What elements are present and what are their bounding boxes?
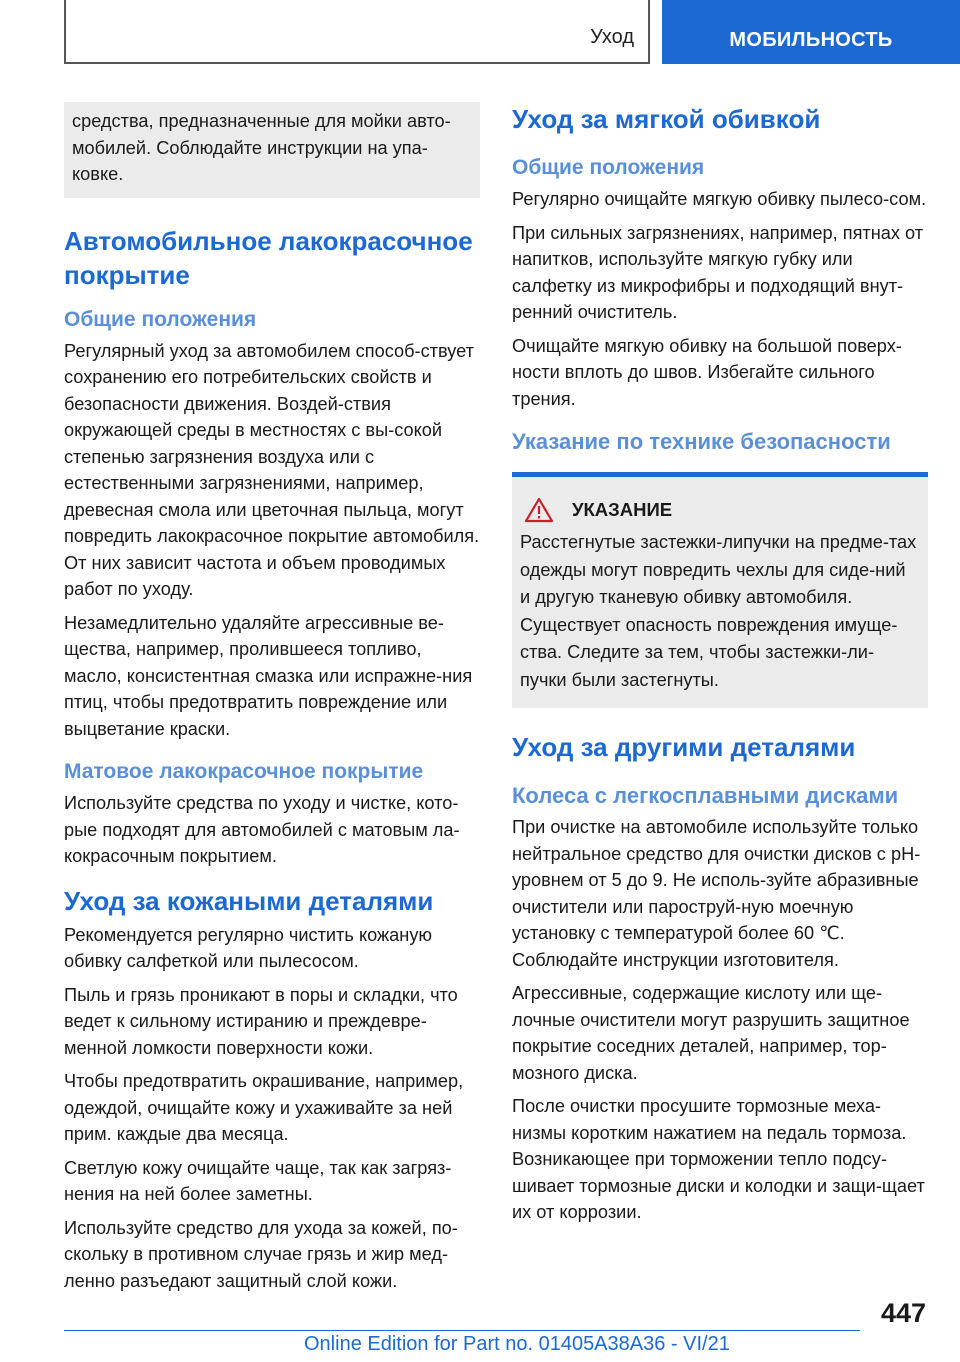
leather-paragraph-1: Рекомендуется регулярно чистить кожаную обивку салфеткой или пылесосом. xyxy=(64,924,433,971)
upholstery-paragraph-2: При сильных загрязнениях, например, пятнах от напитков, используйте мягкую губку или салфетку из микрофибры и подходящий внут-ренний очиститель. xyxy=(512,222,924,322)
paint-paragraph-2: Незамедлительно удаляйте агрессивные ве-щества, например, пролившееся топливо, масло, консистентная смазка или испражне-ния птиц, чтобы предотвратить повреждение или выцветание краски. xyxy=(64,612,473,739)
header-frame xyxy=(64,0,650,64)
warning-label: УКАЗАНИЕ xyxy=(572,499,673,520)
safety-heading: Указание по технике безопасности xyxy=(512,429,891,454)
upholstery-general-heading: Общие положения xyxy=(512,156,705,179)
leather-heading: Уход за кожаными деталями xyxy=(64,885,434,916)
wheels-heading: Колеса с легкосплавными дисками xyxy=(512,783,899,808)
leather-paragraph-3: Чтобы предотвратить окрашивание, например, одеждой, очищайте кожу и ухаживайте за ней прим. каждые два месяца. xyxy=(64,1071,464,1144)
paint-general-heading: Общие положения xyxy=(64,307,257,331)
intro-text: средства, предназначенные для мойки авто-мобилей. Соблюдайте инструкции на упа-ковке. xyxy=(72,111,451,184)
intro-box xyxy=(64,102,480,198)
upholstery-paragraph-1: Регулярно очищайте мягкую обивку пылесо-сом. xyxy=(512,189,927,209)
matte-paragraph: Используйте средства по уходу и чистке, кото-рые подходят для автомобилей с матовым ла-кокрасочным покрытием. xyxy=(64,793,460,866)
leather-paragraph-5: Используйте средство для ухода за кожей, по-скольку в противном случае грязь и жир мед-ленно разъедают защитный слой кожи. xyxy=(64,1217,458,1291)
wheels-paragraph-2: Агрессивные, содержащие кислоту или ще-лочные очистители могут разрушить защитное покрытие соседних деталей, например, тор-мозного диска. xyxy=(512,983,910,1083)
upholstery-paragraph-3: Очищайте мягкую обивку на большой поверх-ности вплоть до швов. Избегайте сильного трения. xyxy=(512,335,902,409)
footer-divider xyxy=(64,1330,860,1331)
left-column xyxy=(64,102,480,1301)
section-title: Уход xyxy=(590,26,634,48)
warning-box xyxy=(512,472,928,708)
matte-heading: Матовое лакокрасочное покрытие xyxy=(64,760,424,783)
paint-paragraph-1: Регулярный уход за автомобилем способ-ствует сохранению его потребительских свойств и безопасности движения. Воздей-ствия окружающей среды в местностях с вы-сокой степенью загрязнения воздуха или с естественными загрязнениями, например, древесная смола или цветочная пыльца, могут повредить лакокрасочное покрытие автомобиля. От них зависит частота и объем проводимых работ по уходу. xyxy=(64,340,480,599)
other-parts-heading: Уход за другими деталями xyxy=(512,732,856,762)
chapter-tab[interactable] xyxy=(662,0,960,64)
warning-triangle-icon xyxy=(524,497,554,523)
right-column xyxy=(512,102,928,1233)
wheels-paragraph-1: При очистке на автомобиле используйте только нейтральное средство для очистки дисков с pH-уровнем от 5 до 9. Не исполь-зуйте абразивные очистители или пароструй-ную моечную установку с температурой более 60 ℃. Соблюдайте инструкции изготовителя. xyxy=(512,817,921,970)
paint-heading: Автомобильное лакокрасочное покрытие xyxy=(64,225,473,290)
warning-text: Расстегнутые застежки-липучки на предме-тах одежды могут повредить чехлы для сиде-ний и другую тканевую обивку автомобиля. Существует опасность повреждения имуще-ства. Следите за тем, чтобы застежки-ли-пучки были застегнуты. xyxy=(520,532,917,690)
leather-paragraph-2: Пыль и грязь проникают в поры и складки, что ведет к сильному истиранию и преждевре-менной ломкости поверхности кожи. xyxy=(64,984,458,1058)
chapter-tab-label: МОБИЛЬНОСТЬ xyxy=(729,28,893,51)
wheels-paragraph-3: После очистки просушите тормозные меха-низмы коротким нажатием на педаль тормоза. Возникающее при торможении тепло подсу-шивает тормозные диски и колодки и защи-щает их от коррозии. xyxy=(512,1096,925,1222)
upholstery-heading: Уход за мягкой обивкой xyxy=(512,104,821,134)
leather-paragraph-4: Светлую кожу очищайте чаще, так как загряз-нения на ней более заметны. xyxy=(64,1157,452,1204)
page-number: 447 xyxy=(880,1298,926,1328)
footer-edition: Online Edition for Part no. 01405A38A36 - VI/21 xyxy=(304,1333,730,1355)
